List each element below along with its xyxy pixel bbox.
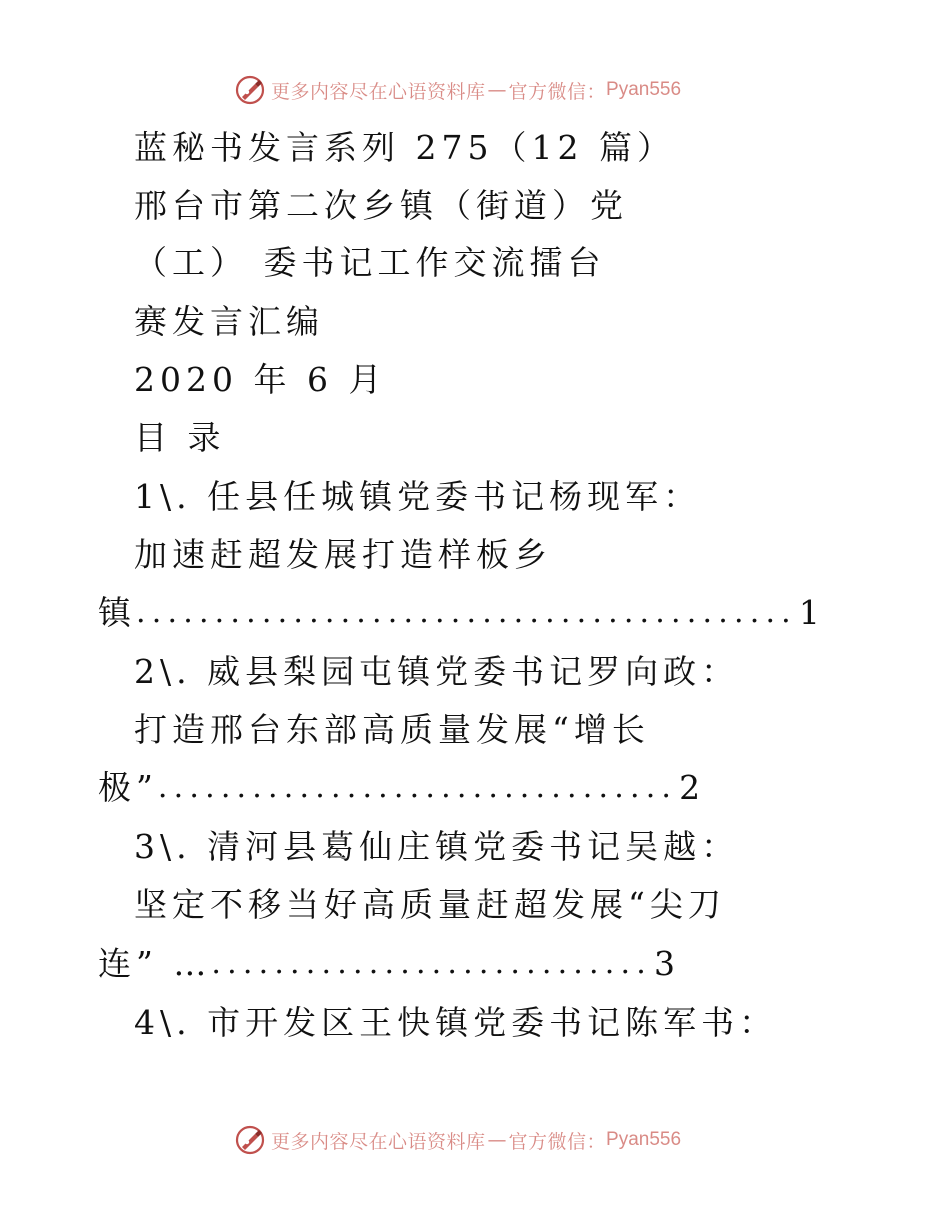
watermark-text: 更多内容尽在心语资料库 (271, 80, 486, 103)
toc-entry-3-leader: ............................ (211, 946, 652, 981)
toc-entry-2-page: 2 (679, 768, 701, 807)
watermark-separator: — (487, 79, 507, 101)
title-line-1: 蓝秘书发言系列 275（12 篇） (134, 128, 675, 167)
watermark-channel: 官方微信： (508, 1130, 607, 1153)
toc-entry-3-link[interactable] (98, 944, 675, 984)
document-date: 2020 年 6 月 (134, 360, 387, 399)
toc-entry-1-tail: 镇 (98, 593, 136, 632)
toc-entry-2-link[interactable] (98, 768, 700, 808)
header-watermark (235, 73, 681, 107)
toc-entry-1-heading: 1\. 任县任城镇党委书记杨现军： (134, 477, 702, 516)
watermark-text: 更多内容尽在心语资料库 (271, 1130, 486, 1153)
toc-entry-3-page: 3 (654, 944, 675, 983)
pen-logo-icon (235, 1125, 265, 1155)
title-line-2: 邢台市第二次乡镇（街道）党 (134, 186, 628, 225)
toc-entry-1-link[interactable] (98, 593, 820, 633)
footer-watermark (235, 1123, 681, 1157)
toc-entry-1-subtitle: 加速赶超发展打造样板乡 (134, 535, 552, 574)
toc-entry-3-tail: 连” … (98, 944, 212, 983)
watermark-account: Pyan556 (606, 1129, 682, 1150)
toc-entry-4-heading: 4\. 市开发区王快镇党委书记陈军书： (134, 1003, 778, 1042)
pen-logo-icon (235, 75, 265, 105)
toc-heading: 目 录 (134, 418, 226, 457)
watermark-separator: — (487, 1129, 507, 1151)
watermark-channel: 官方微信： (508, 80, 607, 103)
toc-entry-2-subtitle: 打造邢台东部高质量发展“增长 (134, 710, 650, 749)
title-line-3: （工） 委书记工作交流擂台 (134, 243, 606, 282)
toc-entry-1-page: 1 (798, 593, 820, 632)
watermark-account: Pyan556 (606, 79, 682, 100)
toc-entry-3-subtitle: 坚定不移当好高质量赶超发展“尖刀 (134, 885, 726, 924)
title-line-4: 赛发言汇编 (134, 302, 324, 341)
toc-entry-1-leader: .......................................... (136, 595, 797, 630)
toc-entry-3-heading: 3\. 清河县葛仙庄镇党委书记吴越： (134, 827, 740, 866)
toc-entry-2-tail: 极” (98, 768, 158, 807)
toc-entry-2-heading: 2\. 威县梨园屯镇党委书记罗向政： (134, 652, 740, 691)
toc-entry-2-leader: ................................. (157, 770, 678, 805)
